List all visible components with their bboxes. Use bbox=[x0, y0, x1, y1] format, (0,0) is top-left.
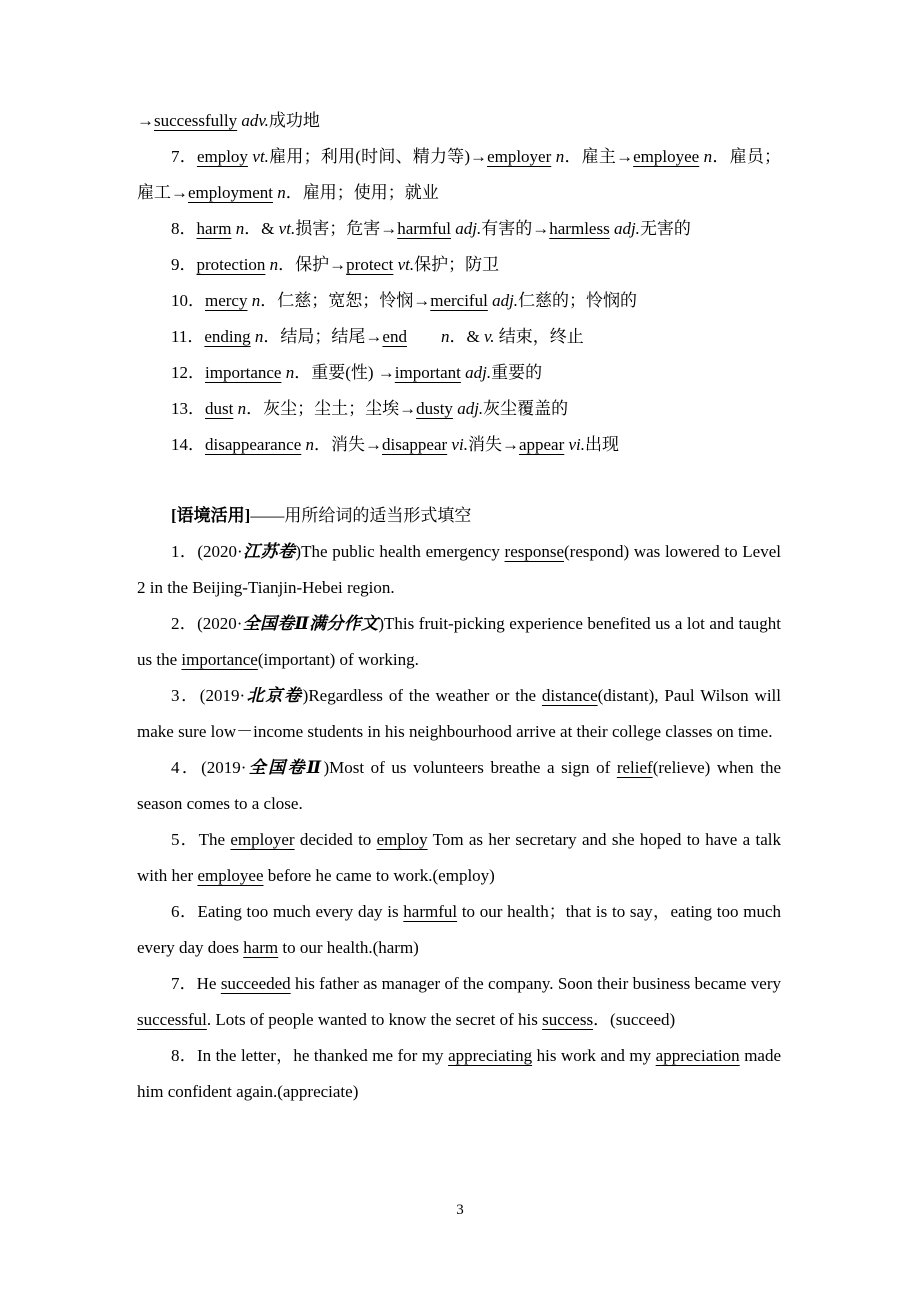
underlined-word: response bbox=[504, 542, 565, 561]
vocab-item-12 bbox=[137, 355, 781, 391]
exam-source: 全国卷Ⅱ满分作文 bbox=[242, 614, 379, 633]
text-segment: made him confident again.(appreciate) bbox=[137, 1046, 782, 1101]
text-segment: 7．He bbox=[171, 974, 221, 993]
text-segment: ．& bbox=[244, 219, 279, 238]
text-segment: his father as manager of the company. Soon their business became very bbox=[290, 974, 781, 993]
text-segment: 13． bbox=[171, 399, 205, 418]
underlined-word: mercy bbox=[205, 291, 248, 310]
text-segment: to our health.(harm) bbox=[278, 938, 419, 957]
text-segment: 8． bbox=[171, 219, 197, 238]
text-segment: )The public health emergency bbox=[295, 542, 505, 561]
text-segment: ．保护→ bbox=[278, 255, 347, 274]
text-segment: 4．(2019· bbox=[171, 758, 247, 777]
underlined-word: importance bbox=[205, 363, 282, 382]
text-segment: 有害的→ bbox=[481, 219, 550, 238]
underlined-word: successful bbox=[137, 1010, 207, 1029]
text-segment: 5．The bbox=[171, 830, 231, 849]
text-segment: ．雇主→ bbox=[564, 147, 634, 166]
exercise-7 bbox=[137, 966, 781, 1038]
pos-abbreviation: vt. bbox=[278, 219, 296, 238]
text-segment: ．& bbox=[449, 327, 484, 346]
text-segment: to our health；that is to say，eating too much every day does bbox=[137, 902, 781, 957]
underlined-word: succeeded bbox=[220, 974, 291, 993]
pos-abbreviation: adj. bbox=[492, 291, 519, 310]
underlined-word: employment bbox=[188, 183, 273, 202]
document-body bbox=[137, 103, 781, 1110]
exercise-4 bbox=[137, 750, 781, 822]
pos-abbreviation: n bbox=[251, 291, 261, 310]
underlined-word: harmful bbox=[397, 219, 452, 238]
text-segment: 成功地 bbox=[268, 111, 320, 130]
text-segment: ．雇员；雇工→ bbox=[137, 147, 782, 202]
text-segment: before he came to work.(employ) bbox=[263, 866, 495, 885]
underlined-word: relief bbox=[616, 758, 653, 777]
text-segment: 8．In the letter，he thanked me for my bbox=[171, 1046, 449, 1065]
exam-source: 北京卷 bbox=[245, 686, 303, 705]
pos-abbreviation: adv. bbox=[241, 111, 269, 130]
underlined-word: distance bbox=[541, 686, 598, 705]
underlined-word: harm bbox=[243, 938, 279, 957]
text-segment: 损害；危害→ bbox=[295, 219, 398, 238]
text-segment: ——用所给词的适当形式填空 bbox=[250, 506, 472, 525]
text-segment: ．结局；结尾→ bbox=[263, 327, 383, 346]
underlined-word: importance bbox=[181, 650, 258, 669]
underlined-word: dust bbox=[205, 399, 234, 418]
page-number: 3 bbox=[456, 1202, 464, 1218]
vocab-item-9 bbox=[137, 247, 781, 283]
text-segment: 消失→ bbox=[467, 435, 519, 454]
text-segment: 出现 bbox=[585, 435, 620, 454]
underlined-word: protect bbox=[346, 255, 394, 274]
underlined-word: employee bbox=[633, 147, 700, 166]
text-segment: )Regardless of the weather or the bbox=[302, 686, 542, 705]
underlined-word: harmful bbox=[403, 902, 458, 921]
underlined-word: important bbox=[394, 363, 461, 382]
pos-abbreviation: n bbox=[277, 183, 286, 202]
text-segment: ．仁慈；宽恕；怜悯→ bbox=[260, 291, 431, 310]
text-segment: (distant), Paul Wilson will make sure low－income students in his neighbourhood arrive at their college classes on time. bbox=[137, 686, 781, 741]
pos-abbreviation: n bbox=[254, 327, 264, 346]
pos-abbreviation: n bbox=[237, 399, 247, 418]
pos-abbreviation: n bbox=[555, 147, 565, 166]
text-segment: ．重要(性) → bbox=[294, 363, 395, 382]
pos-abbreviation: adj. bbox=[455, 219, 482, 238]
underlined-word: appear bbox=[518, 435, 565, 454]
text-segment: (important) of working. bbox=[257, 650, 419, 669]
underlined-word: harmless bbox=[549, 219, 610, 238]
section-heading bbox=[137, 498, 781, 534]
text-segment: 9． bbox=[171, 255, 197, 274]
text-segment: (relieve) when the season comes to a close. bbox=[137, 758, 782, 813]
text-segment: 仁慈的；怜悯的 bbox=[518, 291, 638, 310]
underlined-word: successfully bbox=[154, 111, 238, 130]
text-segment: 11． bbox=[171, 327, 205, 346]
pos-abbreviation: n bbox=[305, 435, 315, 454]
text-segment: )This fruit-picking experience benefited us a lot and taught us the bbox=[137, 614, 781, 669]
vocab-item-14 bbox=[137, 427, 781, 463]
underlined-word: employer bbox=[230, 830, 295, 849]
vocab-item-11 bbox=[137, 319, 781, 355]
underlined-word: merciful bbox=[430, 291, 488, 310]
text-segment: 雇用；利用(时间、精力等)→ bbox=[268, 147, 488, 166]
text-segment: ．消失→ bbox=[314, 435, 383, 454]
text-segment: 重要的 bbox=[491, 363, 543, 382]
vocab-item-10 bbox=[137, 283, 781, 319]
bold-label: [语境活用] bbox=[171, 506, 251, 525]
underlined-word: disappearance bbox=[205, 435, 302, 454]
exercise-3 bbox=[137, 678, 781, 750]
underlined-word: employee bbox=[197, 866, 264, 885]
vocab-item-7 bbox=[137, 139, 781, 211]
text-segment: his work and my bbox=[532, 1046, 656, 1065]
pos-abbreviation: vi. bbox=[568, 435, 586, 454]
vocab-item-8 bbox=[137, 211, 781, 247]
underlined-word: employ bbox=[376, 830, 428, 849]
text-segment: (respond) was lowered to Level 2 in the Beijing-Tianjin-Hebei region. bbox=[137, 542, 781, 597]
text-segment: → bbox=[137, 111, 154, 130]
text-segment: . Lots of people wanted to know the secret of his bbox=[206, 1010, 543, 1029]
pos-abbreviation: vt. bbox=[252, 147, 269, 166]
underlined-word: ending bbox=[204, 327, 251, 346]
vocab-continuation bbox=[137, 103, 781, 139]
exercise-2 bbox=[137, 606, 781, 678]
text-segment: Tom as her secretary and she hoped to have a talk with her bbox=[137, 830, 781, 885]
text-segment: 6．Eating too much every day is bbox=[171, 902, 404, 921]
exercise-8 bbox=[137, 1038, 781, 1110]
pos-abbreviation: n bbox=[440, 327, 450, 346]
text-segment: ．雇用；使用；就业 bbox=[285, 183, 439, 202]
exercise-6 bbox=[137, 894, 781, 966]
underlined-word: harm bbox=[196, 219, 232, 238]
pos-abbreviation: vt. bbox=[397, 255, 415, 274]
pos-abbreviation: n bbox=[703, 147, 713, 166]
text-segment: 1．(2020· bbox=[171, 542, 243, 561]
vocab-item-13 bbox=[137, 391, 781, 427]
underlined-word: success bbox=[542, 1010, 594, 1029]
pos-abbreviation: n bbox=[285, 363, 295, 382]
text-segment: 3．(2019· bbox=[171, 686, 246, 705]
underlined-word: appreciation bbox=[655, 1046, 740, 1065]
text-segment: 12． bbox=[171, 363, 205, 382]
underlined-word: employer bbox=[487, 147, 552, 166]
text-segment: 无害的 bbox=[639, 219, 691, 238]
text-segment: 保护；防卫 bbox=[414, 255, 500, 274]
pos-abbreviation: v. bbox=[483, 327, 495, 346]
text-segment: 结束，终止 bbox=[494, 327, 584, 346]
exam-source: 全国卷Ⅱ bbox=[246, 758, 324, 777]
exam-source: 江苏卷 bbox=[242, 542, 296, 561]
underlined-word: end bbox=[382, 327, 407, 346]
text-segment: 7． bbox=[171, 147, 197, 166]
text-segment: ．灰尘；尘土；尘埃→ bbox=[246, 399, 417, 418]
text-segment: 灰尘覆盖的 bbox=[483, 399, 569, 418]
exercise-5 bbox=[137, 822, 781, 894]
underlined-word: employ bbox=[196, 147, 248, 166]
text-segment bbox=[407, 327, 441, 346]
pos-abbreviation: vi. bbox=[451, 435, 468, 454]
text-segment: ．(succeed) bbox=[593, 1010, 676, 1029]
text-segment: 2．(2020· bbox=[171, 614, 243, 633]
pos-abbreviation: adj. bbox=[457, 399, 484, 418]
underlined-word: disappear bbox=[382, 435, 448, 454]
underlined-word: dusty bbox=[416, 399, 453, 418]
pos-abbreviation: n bbox=[235, 219, 245, 238]
pos-abbreviation: n bbox=[269, 255, 279, 274]
exercise-1 bbox=[137, 534, 781, 606]
pos-abbreviation: adj. bbox=[465, 363, 492, 382]
underlined-word: protection bbox=[196, 255, 266, 274]
text-segment: 14． bbox=[171, 435, 205, 454]
underlined-word: appreciating bbox=[448, 1046, 533, 1065]
text-segment: 10． bbox=[171, 291, 205, 310]
text-segment: decided to bbox=[294, 830, 377, 849]
pos-abbreviation: adj. bbox=[613, 219, 640, 238]
text-segment: )Most of us volunteers breathe a sign of bbox=[323, 758, 617, 777]
